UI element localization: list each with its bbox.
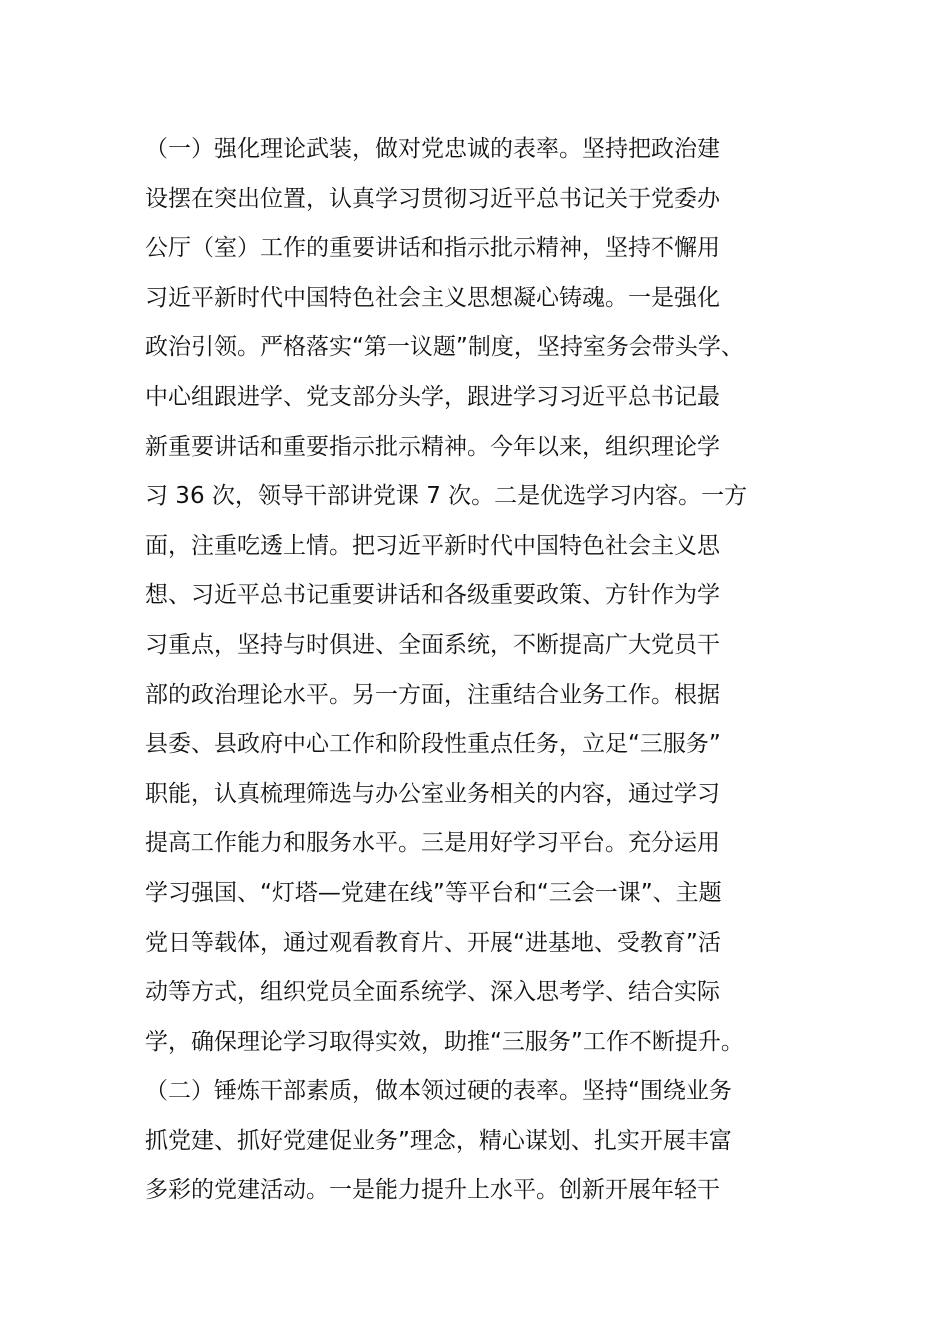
text-line: 政治引领。严格落实“第一议题”制度，坚持室务会带头学、 [145,334,744,361]
text-line: 部的政治理论水平。另一方面，注重结合业务工作。根据 [145,681,720,708]
text-line: （一）强化理论武装，做对党忠诚的表率。坚持把政治建 [145,136,720,162]
text-line: 多彩的党建活动。一是能力提升上水平。创新开展年轻干 [145,1177,720,1204]
text-line: 县委、县政府中心工作和阶段性重点任务，立足“三服务” [145,731,721,758]
text-line: 抓党建、抓好党建促业务”理念，精心谋划、扎实开展丰富 [145,1127,732,1154]
text-line: 新重要讲话和重要指示批示精神。今年以来，组织理论学 [145,433,720,460]
text-line: 习近平新时代中国特色社会主义思想凝心铸魂。一是强化 [145,284,720,311]
text-line: 设摆在突出位置，认真学习贯彻习近平总书记关于党委办 [145,185,720,212]
text-line: 面，注重吃透上情。把习近平新时代中国特色社会主义思 [145,532,720,559]
body-text [145,125,825,1216]
text-line: 想、习近平总书记重要讲话和各级重要政策、方针作为学 [145,582,720,609]
text-line: 提高工作能力和服务水平。三是用好学习平台。充分运用 [145,830,720,857]
text-line: 习 36 次，领导干部讲党课 7 次。二是优选学习内容。一方 [145,483,748,510]
text-line: 公厅（室）工作的重要讲话和指示批示精神，坚持不懈用 [145,235,720,262]
text-line: （二）锤炼干部素质，做本领过硬的表率。坚持“围绕业务 [145,1078,732,1105]
text-line: 中心组跟进学、党支部分头学，跟进学习习近平总书记最 [145,383,720,410]
text-line: 动等方式，组织党员全面系统学、深入思考学、结合实际 [145,979,720,1006]
text-line: 习重点，坚持与时俱进、全面系统，不断提高广大党员干 [145,631,720,658]
text-line: 党日等载体，通过观看教育片、开展“进基地、受教育”活 [145,929,721,956]
text-line: 学，确保理论学习取得实效，助推“三服务”工作不断提升。 [145,1028,744,1055]
text-line: 学习强国、“灯塔—党建在线”等平台和“三会一课”、主题 [145,879,722,906]
text-line: 职能，认真梳理筛选与办公室业务相关的内容，通过学习 [145,780,720,807]
